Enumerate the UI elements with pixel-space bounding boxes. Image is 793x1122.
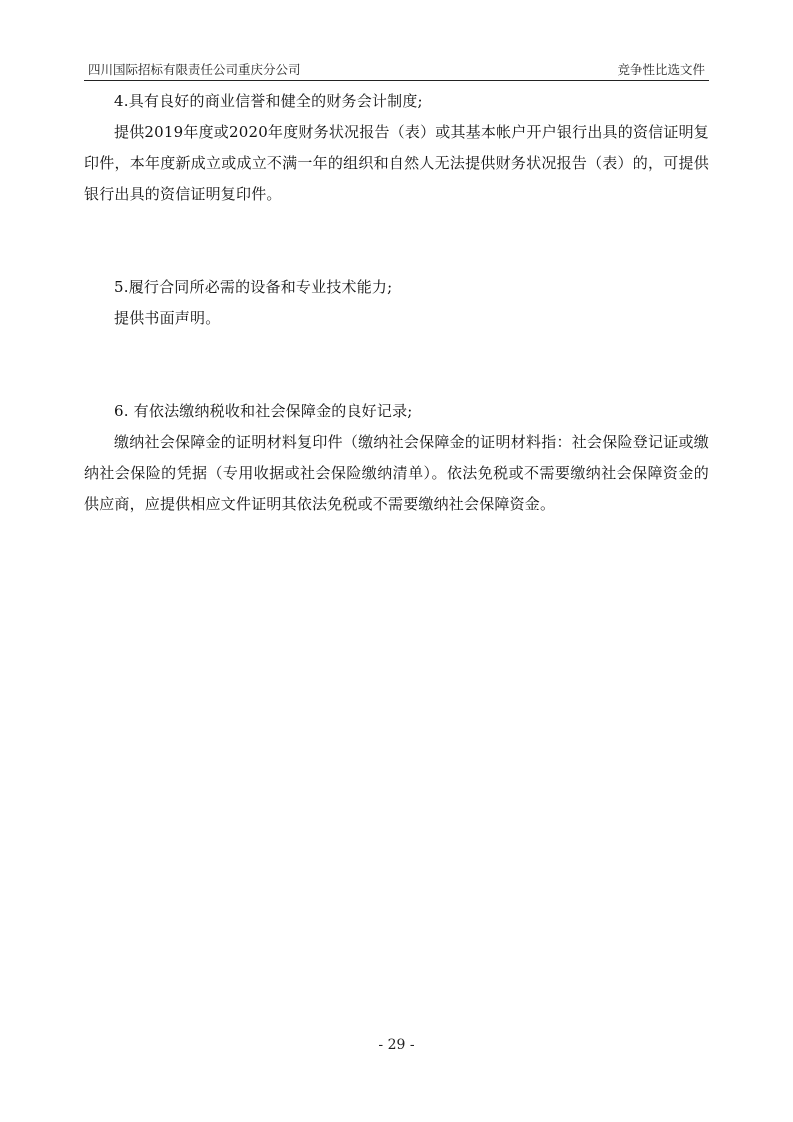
requirement-section-6	[84, 396, 709, 520]
page-number: - 29 -	[378, 1037, 415, 1053]
requirement-section-4	[84, 86, 709, 210]
page-content	[84, 86, 709, 520]
section-body: 缴纳社会保障金的证明材料复印件（缴纳社会保障金的证明材料指：社会保险登记证或缴纳社会保险的凭据（专用收据或社会保险缴纳清单）。依法免税或不需要缴纳社会保障资金的供应商，应提供相应文件证明其依法免税或不需要缴纳社会保障资金。	[84, 433, 709, 513]
section-heading: 5.履行合同所必需的设备和专业技术能力;	[114, 278, 393, 296]
section-heading: 6. 有依法缴纳税收和社会保障金的良好记录;	[114, 402, 413, 420]
header-company: 四川国际招标有限责任公司重庆分公司	[88, 62, 301, 77]
section-body: 提供2019年度或2020年度财务状况报告（表）或其基本帐户开户银行出具的资信证明复印件，本年度新成立或成立不满一年的组织和自然人无法提供财务状况报告（表）的，可提供银行出具的资信证明复印件。	[84, 123, 709, 203]
header-doc-type: 竞争性比选文件	[617, 62, 705, 77]
page-header	[84, 58, 709, 81]
section-heading: 4.具有良好的商业信誉和健全的财务会计制度;	[114, 92, 423, 110]
requirement-section-5	[84, 272, 709, 334]
section-body: 提供书面声明。	[114, 309, 221, 327]
